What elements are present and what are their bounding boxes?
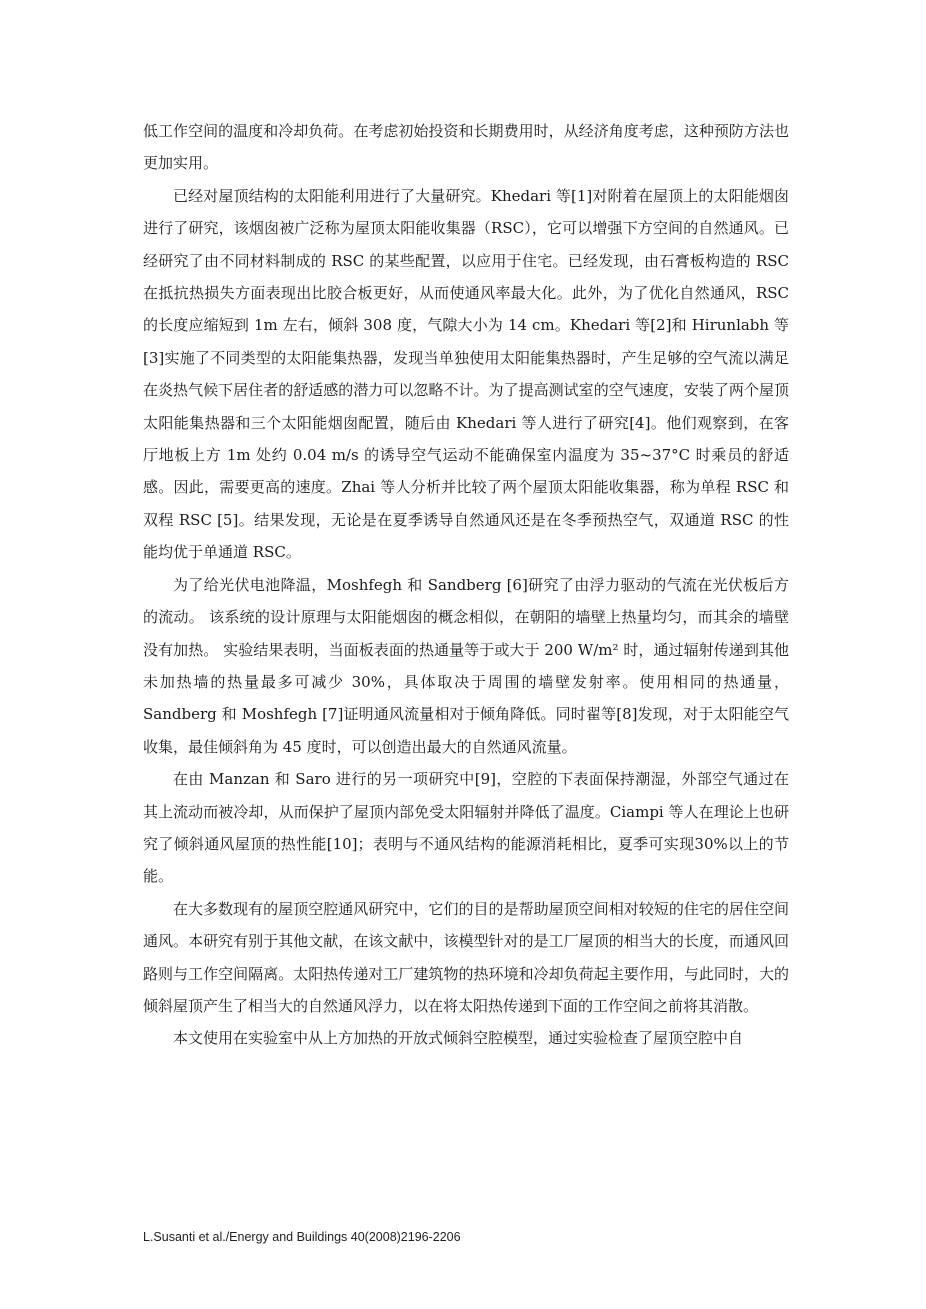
paragraph-4: 在由 Manzan 和 Saro 进行的另一项研究中[9]，空腔的下表面保持潮湿，外部空气通过在其上流动而被冷却，从而保护了屋顶内部免受太阳辐射并降低了温度。Ciampi 等人在理论上也研究了倾斜通风屋顶的热性能[10]；表明与不通风结构的能源消耗相比，夏季可实现30%以上的节能。 bbox=[143, 770, 789, 886]
paragraph-3: 为了给光伏电池降温，Moshfegh 和 Sandberg [6]研究了由浮力驱动的气流在光伏板后方的流动。 该系统的设计原理与太阳能烟囱的概念相似，在朝阳的墙壁上热量均匀，而其余的墙壁没有加热。 实验结果表明，当面板表面的热通量等于或大于 200 W/m² 时，通过辐射传递到其他未加热墙的热量最多可减少 30%，具体取决于周围的墙壁发射率。使用相同的热通量，Sandberg 和 Moshfegh [7]证明通风流量相对于倾角降低。同时翟等[8]发现，对于太阳能空气收集，最佳倾斜角为 45 度时，可以创造出最大的自然通风流量。 bbox=[143, 575, 789, 756]
paragraph-6: 本文使用在实验室中从上方加热的开放式倾斜空腔模型，通过实验检查了屋顶空腔中自 bbox=[173, 1029, 744, 1048]
paragraph-2: 已经对屋顶结构的太阳能利用进行了大量研究。Khedari 等[1]对附着在屋顶上的太阳能烟囱进行了研究，该烟囱被广泛称为屋顶太阳能收集器（RSC），它可以增强下方空间的自然通风。已经研究了由不同材料制成的 RSC 的某些配置，以应用于住宅。已经发现，由石膏板构造的 RSC 在抵抗热损失方面表现出比胶合板更好，从而使通风率最大化。此外，为了优化自然通风，RSC 的长度应缩短到 1m 左右，倾斜 308 度，气隙大小为 14 cm。Khedari 等[2]和 Hirunlabh 等[3]实施了不同类型的太阳能集热器，发现当单独使用太阳能集热器时，产生足够的空气流以满足在炎热气候下居住者的舒适感的潜力可以忽略不计。为了提高测试室的空气速度，安装了两个屋顶太阳能集热器和三个太阳能烟囱配置，随后由 Khedari 等人进行了研究[4]。他们观察到，在客厅地板上方 1m 处约 0.04 m/s 的诱导空气运动不能确保室内温度为 35~37°C 时乘员的舒适感。因此，需要更高的速度。Zhai 等人分析并比较了两个屋顶太阳能收集器，称为单程 RSC 和双程 RSC [5]。结果发现，无论是在夏季诱导自然通风还是在冬季预热空气，双通道 RSC 的性能均优于单通道 RSC。 bbox=[143, 186, 789, 562]
paragraph-5: 在大多数现有的屋顶空腔通风研究中，它们的目的是帮助屋顶空间相对较短的住宅的居住空间通风。本研究有别于其他文献，在该文献中，该模型针对的是工厂屋顶的相当大的长度，而通风回路则与工作空间隔离。太阳热传递对工厂建筑物的热环境和冷却负荷起主要作用，与此同时，大的倾斜屋顶产生了相当大的自然通风浮力，以在将太阳热传递到下面的工作空间之前将其消散。 bbox=[143, 899, 789, 1015]
paragraph-1: 低工作空间的温度和冷却负荷。在考虑初始投资和长期费用时，从经济角度考虑，这种预防方法也更加实用。 bbox=[143, 122, 789, 173]
footer-citation: L.Susanti et al./Energy and Buildings 40(2008)2196-2206 bbox=[143, 1230, 461, 1244]
article-body bbox=[143, 115, 789, 1055]
